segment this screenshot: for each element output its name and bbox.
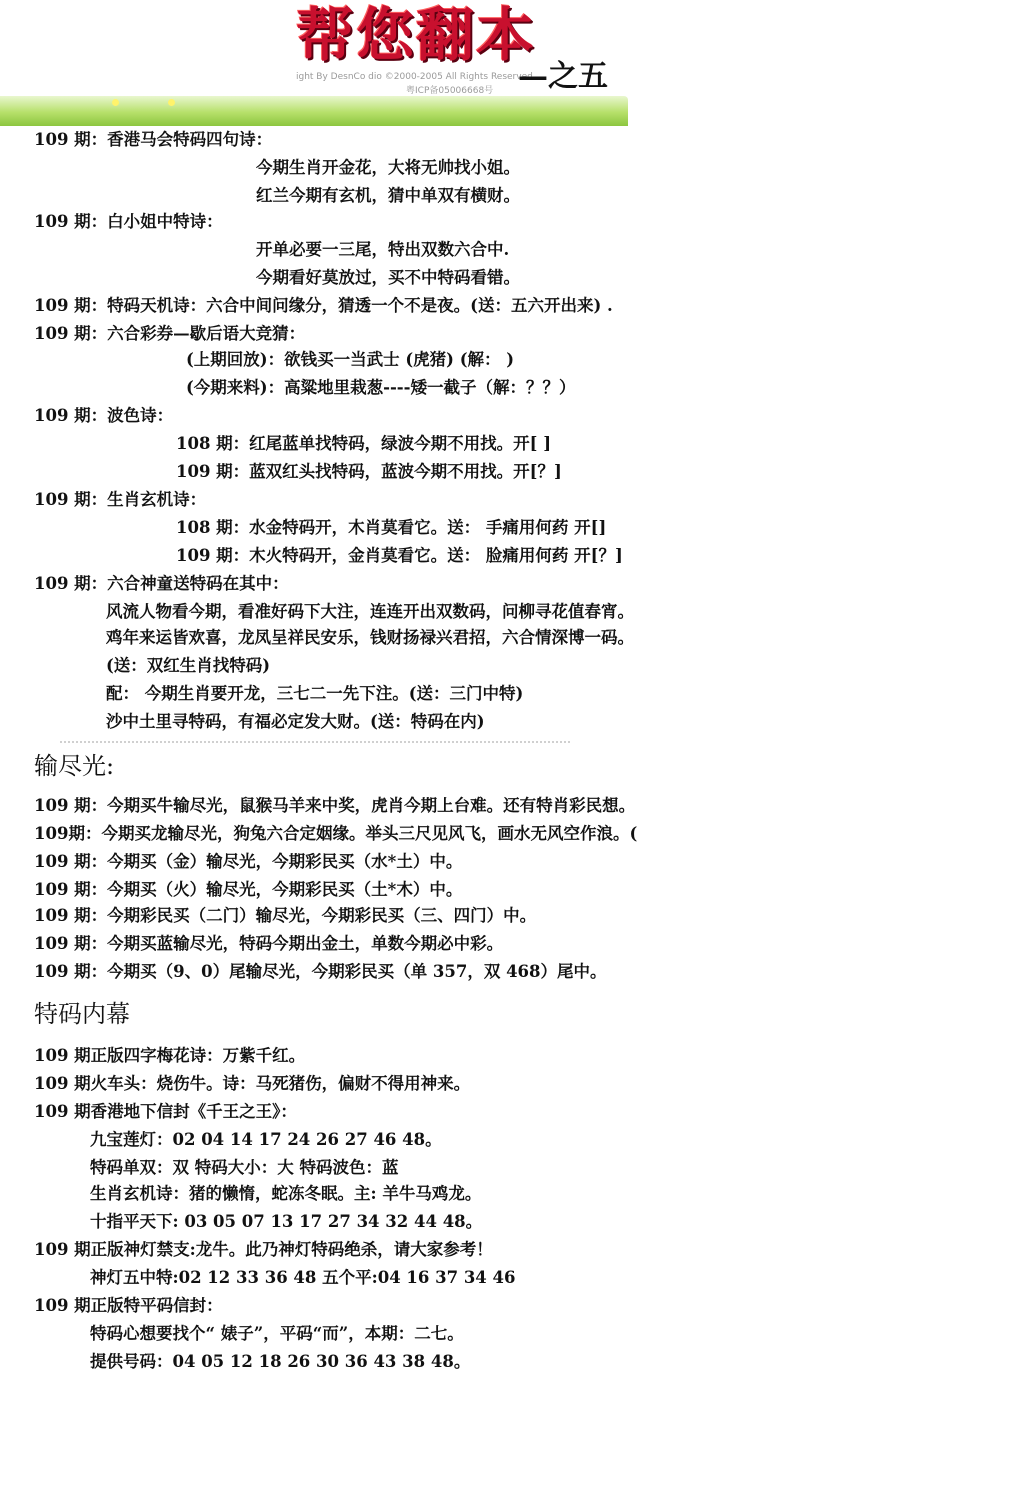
section1-line: 109 期：白小姐中特诗： [34,212,223,231]
section3-line: 生肖玄机诗：猪的懒惰，蛇冻冬眠。主: 羊牛马鸡龙。 [90,1184,482,1203]
section1-line: (今期来料)：高粱地里栽葱----矮一截子（解：？？） [186,378,576,397]
section1-line: 109 期：木火特码开，金肖莫看它。送： 脸痛用何药 开[？] [176,546,623,565]
section1-line: 今期看好莫放过，买不中特码看错。 [256,268,520,287]
section2-line: 109 期：今期买（9、0）尾输尽光，今期彩民买（单 357，双 468）尾中。 [34,962,607,981]
section3-line: 提供号码：04 05 12 18 26 30 36 43 38 48。 [90,1352,471,1371]
section2-line: 109 期：今期彩民买（二门）输尽光，今期彩民买（三、四门）中。 [34,906,537,925]
section3-line: 109 期正版四字梅花诗：万紫千红。 [34,1046,306,1065]
section1-line: 109 期：蓝双红头找特码，蓝波今期不用找。开[？] [176,462,562,481]
section1-line: 109 期：特码天机诗：六合中间问缘分，猜透一个不是夜。(送：五六开出来) . [34,296,613,315]
section2-line: 109 期：今期买牛输尽光，鼠猴马羊来中奖，虎肖今期上台难。还有特肖彩民想。 [34,796,636,815]
section2-line: 109 期：今期买（火）输尽光，今期彩民买（土*木）中。 [34,880,463,899]
section-heading-loss: 输尽光: [34,752,115,780]
section3-line: 神灯五中特:02 12 33 36 48 五个平:04 16 37 34 46 [90,1268,516,1287]
section1-line: 109 期：香港马会特码四句诗： [34,130,273,149]
section1-line: (送：双红生肖找特码) [106,656,271,675]
section3-line: 109 期正版特平码信封： [34,1296,223,1315]
section-divider [60,741,570,743]
section1-line: 风流人物看今期，看准好码下大注，连连开出双数码，问柳寻花值春宵。 [106,602,634,621]
section1-line: 今期生肖开金花，大将无帅找小姐。 [256,158,520,177]
section1-line: (上期回放)：欲钱买一当武士 (虎猪) (解： ) [186,350,515,369]
section1-line: 开单必要一三尾，特出双数六合中. [256,240,510,259]
section3-line: 109 期火车头：烧伤牛。诗：马死猪伤，偏财不得用神来。 [34,1074,471,1093]
section1-line: 108 期：水金特码开，木肖莫看它。送： 手痛用何药 开[] [176,518,607,537]
section3-line: 特码心想要找个“ 婊子”，平码“而”，本期：二七。 [90,1324,464,1343]
banner-subtitle: —之五 [518,59,608,94]
section1-line: 109 期：六合神童送特码在其中： [34,574,289,593]
banner-flower-icon [112,99,119,106]
section1-line: 配： 今期生肖要开龙，三七二一先下注。(送：三门中特) [106,684,524,703]
banner-title: 帮您翻本 [296,1,537,69]
banner-copyright-line-2: 粤ICP备05006668号 [406,86,494,96]
section3-line: 十指平天下: 03 05 07 13 17 27 34 32 44 48。 [90,1212,483,1231]
section2-line: 109 期：今期买（金）输尽光，今期彩民买（水*土）中。 [34,852,463,871]
section-heading-inside: 特码内幕 [34,1000,130,1028]
banner-green-bar [0,96,628,126]
section1-line: 109 期：六合彩券—歇后语大竞猜： [34,324,306,343]
banner-flower-icon [168,99,175,106]
section1-line: 红兰今期有玄机，猜中单双有横财。 [256,186,520,205]
section2-line: 109期：今期买龙输尽光，狗兔六合定姻缘。举头三尺见风飞，画水无风空作浪。( [34,824,638,843]
section3-line: 109 期正版神灯禁支:龙牛。此乃神灯特码绝杀，请大家参考！ [34,1240,493,1259]
section1-line: 108 期：红尾蓝单找特码，绿波今期不用找。开[ ] [176,434,552,453]
section1-line: 109 期：波色诗： [34,406,174,425]
section3-line: 109 期香港地下信封《千王之王》： [34,1102,297,1121]
section1-line: 109 期：生肖玄机诗： [34,490,207,509]
section3-line: 特码单双：双 特码大小：大 特码波色：蓝 [90,1158,399,1177]
section2-line: 109 期：今期买蓝输尽光，特码今期出金土，单数今期必中彩。 [34,934,504,953]
banner-copyright-line-1: ight By DesnCo dio ©2000-2005 All Rights Reserved. [296,72,536,82]
section1-line: 沙中土里寻特码，有福必定发大财。(送：特码在内) [106,712,485,731]
header-banner [0,0,628,126]
section1-line: 鸡年来运皆欢喜，龙凤呈祥民安乐，钱财扬禄兴君招，六合情深博一码。 [106,628,634,647]
section3-line: 九宝莲灯：02 04 14 17 24 26 27 46 48。 [90,1130,442,1149]
